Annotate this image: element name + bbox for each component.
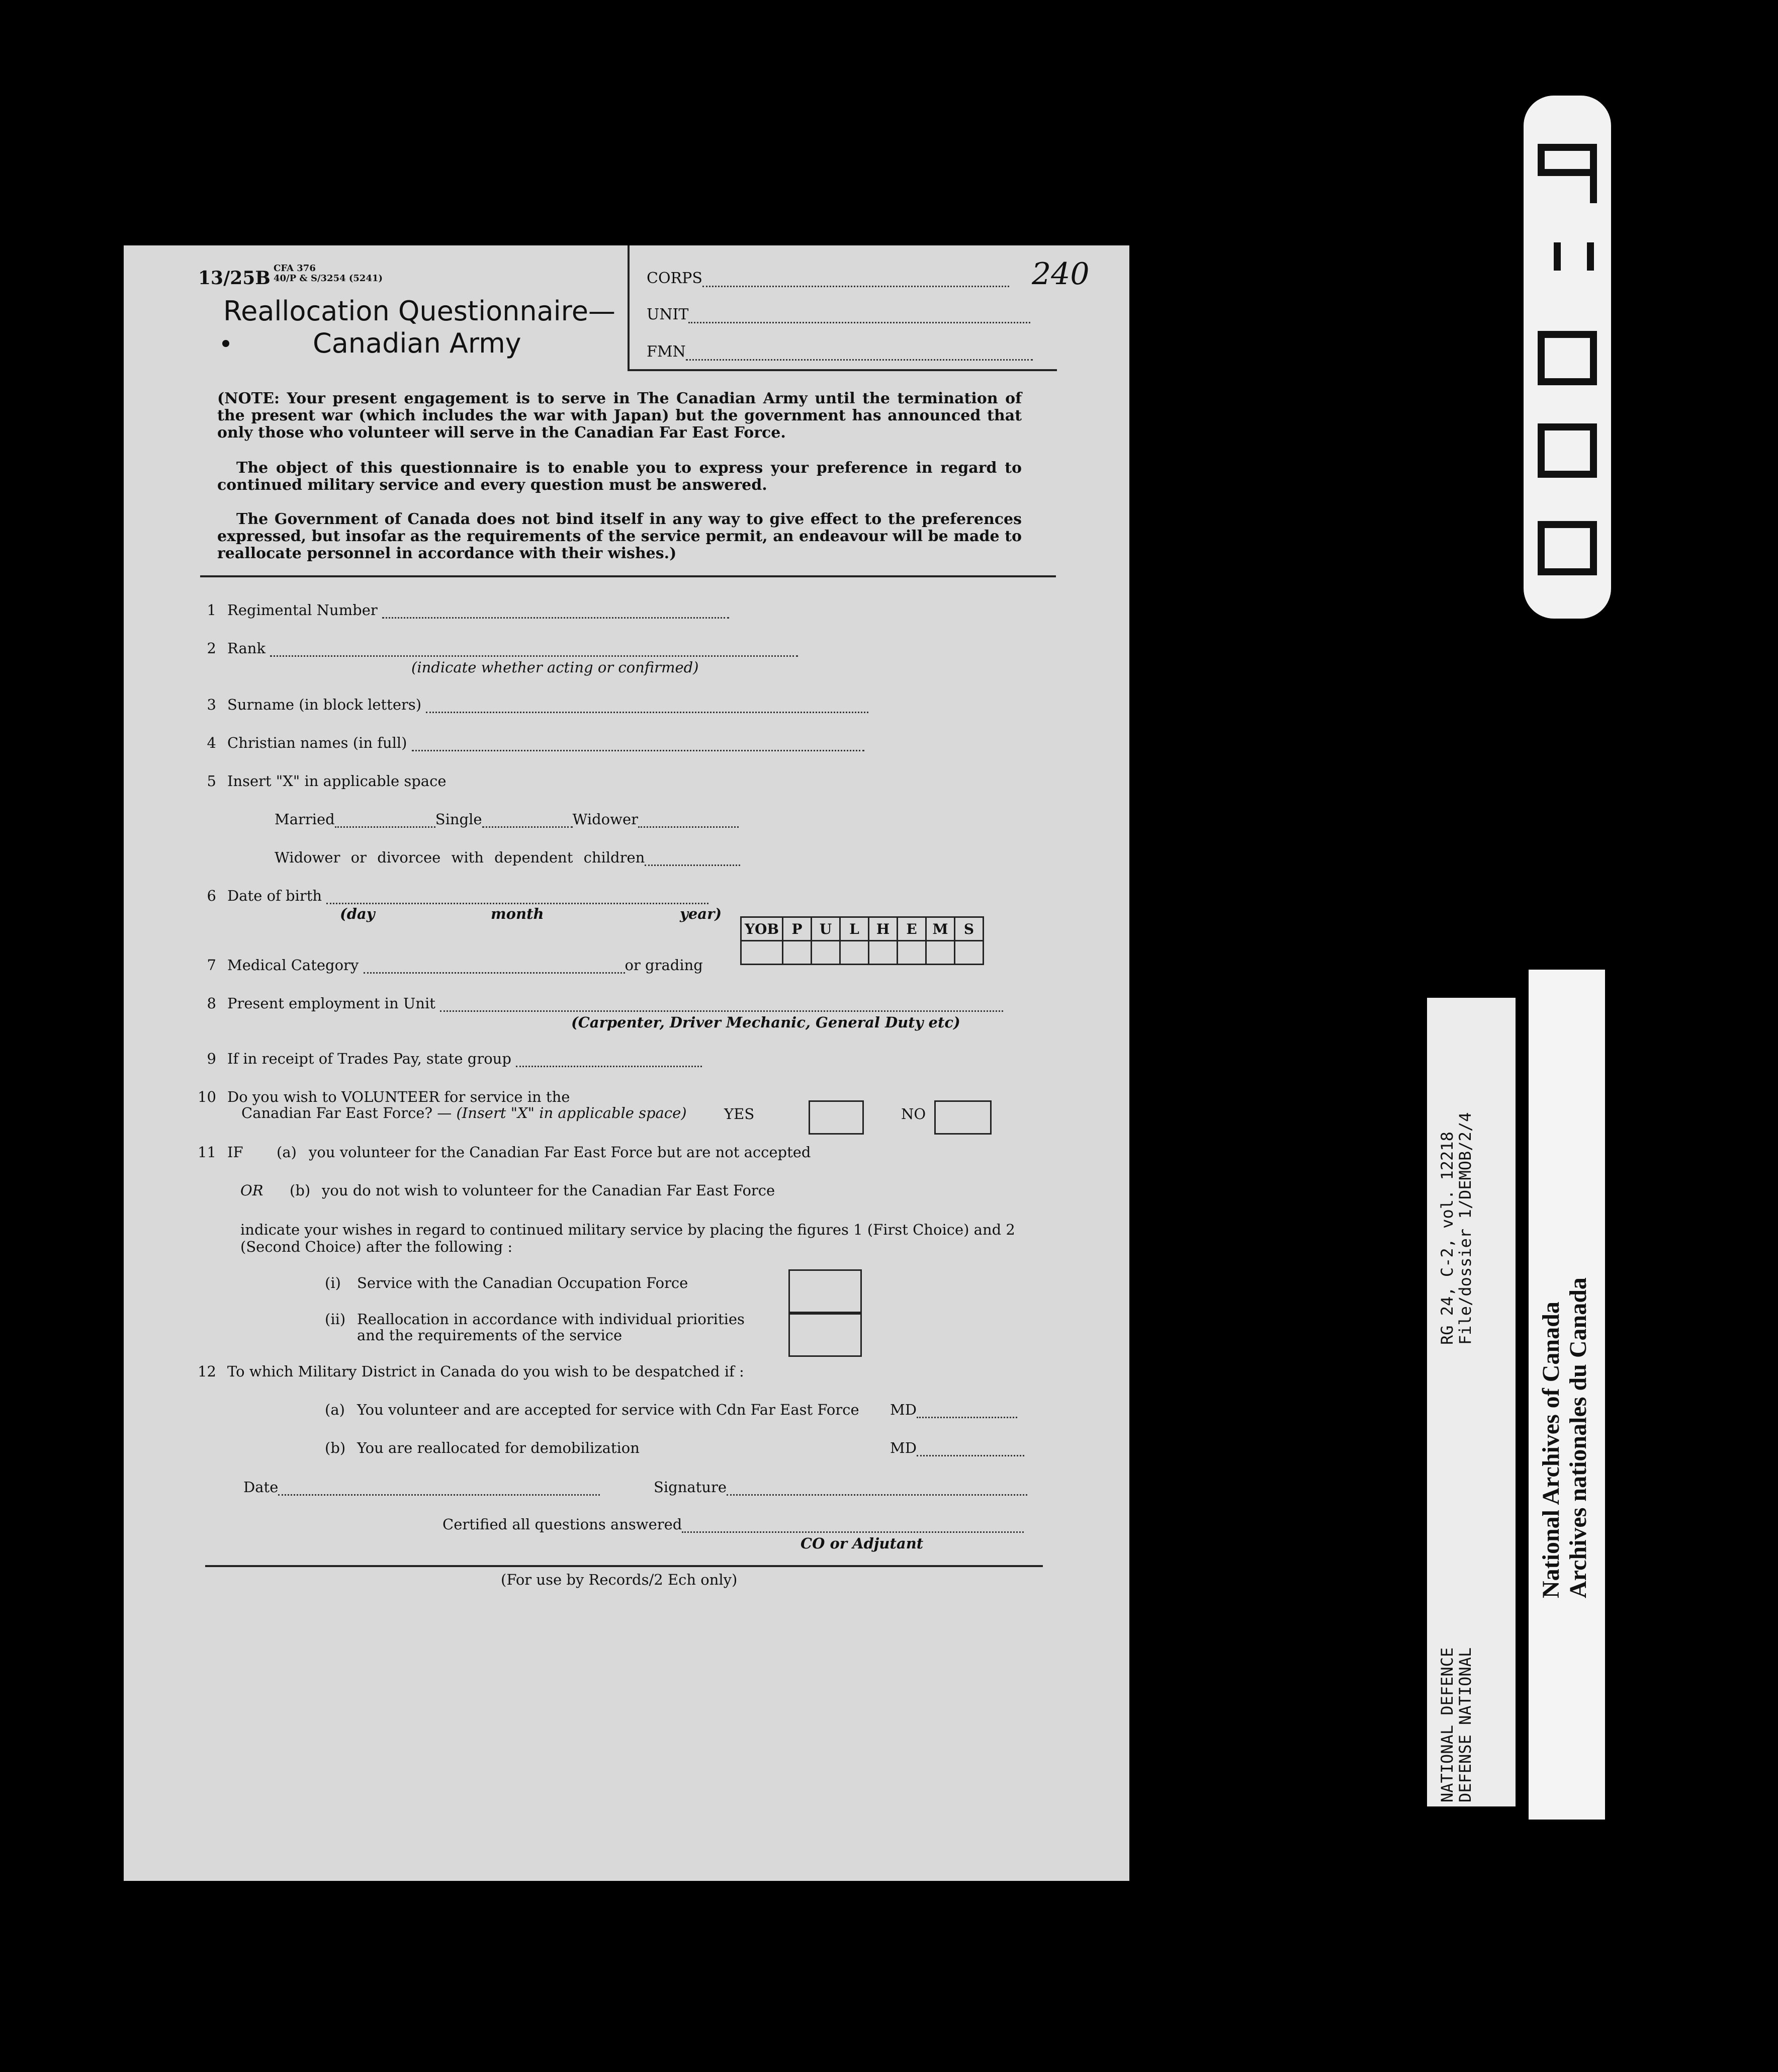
q8-hint: (Carpenter, Driver Mechanic, General Duty etc) — [571, 1014, 960, 1031]
widower-answer[interactable] — [638, 814, 739, 828]
married-answer[interactable] — [335, 814, 435, 828]
frame-label-fr: DEFENSE NATIONAL — [1456, 1647, 1475, 1802]
q12-a-md — [890, 1401, 1017, 1418]
no-label: NO — [901, 1105, 926, 1123]
or-grading-label: or grading — [625, 957, 703, 974]
corps-field[interactable] — [647, 270, 1034, 287]
q12-b-text: You are reallocated for demobilization — [357, 1439, 640, 1456]
yes-label: YES — [724, 1105, 755, 1123]
q1-label: Regimental Number — [227, 601, 378, 619]
records-note: (For use by Records/2 Ech only) — [501, 1571, 738, 1588]
dob-month: month — [491, 905, 544, 922]
signature-label: Signature — [654, 1479, 727, 1496]
widower-label: Widower — [572, 811, 638, 828]
question-2 — [194, 640, 798, 657]
date-answer[interactable] — [278, 1482, 600, 1496]
note-paragraph-2: The object of this questionnaire is to enable you to express your preference in regard to continued military service and every question must be answered. — [217, 459, 1022, 494]
question-9 — [194, 1050, 702, 1067]
question-8 — [194, 995, 1003, 1012]
option-i-text: Service with the Canadian Occupation Force — [357, 1274, 688, 1291]
q12-label: To which Military District in Canada do you wish to be despatched if : — [227, 1363, 744, 1380]
question-5 — [194, 772, 446, 790]
question-1 — [194, 601, 729, 619]
fmn-field[interactable] — [647, 343, 1034, 361]
option-i-tag: (i) — [325, 1274, 341, 1291]
q9-label: If in receipt of Trades Pay, state group — [227, 1050, 511, 1067]
widower-divorcee-answer[interactable] — [645, 852, 740, 866]
widower-divorcee-row — [275, 849, 740, 866]
co-adjutant-label: CO or Adjutant — [801, 1535, 924, 1552]
q2-hint: (indicate whether acting or confirmed) — [411, 659, 699, 676]
option-ii-text-a: Reallocation in accordance with individual priorities — [357, 1311, 745, 1328]
med-cell-s[interactable] — [955, 941, 984, 965]
q6-answer-line[interactable] — [326, 891, 708, 904]
q6-label: Date of birth — [227, 887, 322, 904]
q7-answer-line[interactable] — [364, 960, 625, 974]
form-title-2: Canadian Army — [313, 327, 521, 359]
yes-checkbox[interactable] — [809, 1100, 864, 1135]
certified-field — [442, 1516, 1024, 1533]
option-ii-tag: (ii) — [325, 1311, 346, 1328]
med-header-l: L — [840, 917, 869, 941]
form-code: 13/25B — [198, 268, 271, 289]
q4-answer-line[interactable] — [412, 738, 864, 751]
question-12 — [194, 1363, 744, 1380]
q12-b — [325, 1439, 640, 1456]
corps-label: CORPS — [647, 270, 702, 287]
q12-b-tag: (b) — [325, 1439, 346, 1456]
med-header-p: P — [783, 917, 812, 941]
q8-number: 8 — [207, 995, 216, 1012]
q11-a-text: you volunteer for the Canadian Far East Force but are not accepted — [309, 1144, 811, 1161]
certified-label: Certified all questions answered — [442, 1516, 682, 1533]
q11-instructions: indicate your wishes in regard to continued military service by placing the figures 1 (First Choice) and 2 (Second Choice) after the following : — [240, 1221, 1015, 1255]
questionnaire-sheet — [124, 245, 1129, 1881]
question-7 — [194, 957, 703, 974]
q12-a — [325, 1401, 859, 1418]
fmn-label: FMN — [647, 343, 686, 361]
med-header-e: E — [898, 917, 926, 941]
q12-a-tag: (a) — [325, 1401, 345, 1418]
q11-if: IF — [227, 1144, 243, 1161]
archive-ref-2: File/dossier 1/DEMOB/2/4 — [1456, 1112, 1475, 1345]
q3-label: Surname (in block letters) — [227, 696, 422, 713]
corps-box — [628, 245, 1090, 371]
archive-reference-label — [1427, 998, 1516, 1806]
frame-number-digits-graphic — [1524, 96, 1611, 619]
archive-ref-1: RG 24, C-2, vol. 12218 — [1438, 1132, 1457, 1345]
q2-number: 2 — [207, 640, 216, 657]
option-i-choice-box[interactable] — [788, 1269, 862, 1315]
date-field — [243, 1479, 600, 1496]
no-checkbox[interactable] — [934, 1100, 992, 1135]
q8-answer-line[interactable] — [440, 998, 1003, 1012]
medical-grading-table — [740, 916, 984, 965]
q6-number: 6 — [207, 887, 216, 904]
unit-label: UNIT — [647, 306, 689, 323]
handwritten-number: 240 — [1032, 256, 1090, 292]
certified-answer[interactable] — [682, 1519, 1024, 1533]
marital-status-row — [275, 811, 739, 828]
q12-number: 12 — [198, 1363, 216, 1380]
q7-number: 7 — [207, 957, 216, 974]
q9-number: 9 — [207, 1050, 216, 1067]
med-cell-h[interactable] — [869, 941, 898, 965]
question-10 — [194, 1088, 570, 1105]
md-answer-b[interactable] — [917, 1443, 1024, 1456]
q8-label: Present employment in Unit — [227, 995, 435, 1012]
q10-label-a: Do you wish to VOLUNTEER for service in the — [227, 1088, 570, 1105]
q3-answer-line[interactable] — [426, 700, 868, 713]
q11-a-tag: (a) — [277, 1144, 297, 1161]
q7-label: Medical Category — [227, 957, 359, 974]
md-label-a: MD — [890, 1401, 917, 1418]
question-11 — [194, 1144, 811, 1161]
nac-label — [1529, 970, 1605, 1820]
medical-header-row — [741, 917, 984, 941]
frame-number-strip — [1524, 96, 1611, 619]
question-3 — [194, 696, 868, 713]
option-ii-choice-box[interactable] — [788, 1312, 862, 1357]
form-title-1: Reallocation Questionnaire— — [223, 295, 615, 327]
note-paragraph-1: (NOTE: Your present engagement is to serve in The Canadian Army until the termination of the present war (which includes the war with Japan) but the government has announced that only those who volunteer will serve in the Canadian Far East Force. — [217, 390, 1022, 442]
q12-a-text: You volunteer and are accepted for service with Cdn Far East Force — [357, 1401, 859, 1418]
frame-label-en: NATIONAL DEFENCE — [1438, 1647, 1457, 1802]
dob-day: (day — [340, 905, 375, 922]
q3-number: 3 — [207, 696, 216, 713]
med-cell-e[interactable] — [898, 941, 926, 965]
q11-b-text: you do not wish to volunteer for the Canadian Far East Force — [322, 1182, 775, 1199]
q11-number: 11 — [198, 1144, 216, 1161]
q2-label: Rank — [227, 640, 266, 657]
q5-number: 5 — [207, 772, 216, 790]
med-header-s: S — [955, 917, 984, 941]
widower-divorcee-label: Widower or divorcee with dependent children — [275, 849, 645, 866]
med-cell-p[interactable] — [783, 941, 812, 965]
med-header-m: M — [926, 917, 955, 941]
med-cell-u[interactable] — [812, 941, 840, 965]
form-code-small-2: 40/P & S/3254 (5241) — [274, 273, 383, 284]
q10-hint: (Insert "X" in applicable space) — [456, 1104, 687, 1121]
q10-number: 10 — [198, 1088, 216, 1105]
q5-label: Insert "X" in applicable space — [227, 772, 447, 790]
signature-answer[interactable] — [727, 1482, 1027, 1496]
q12-b-md — [890, 1439, 1024, 1456]
q10-line-2 — [241, 1104, 687, 1121]
med-header-yob: YOB — [741, 917, 783, 941]
med-cell-m[interactable] — [926, 941, 955, 965]
option-ii — [325, 1311, 745, 1328]
married-label: Married — [275, 811, 335, 828]
q11-b-tag: (b) — [290, 1182, 311, 1199]
single-label: Single — [435, 811, 482, 828]
option-i — [325, 1274, 688, 1291]
med-header-u: U — [812, 917, 840, 941]
q4-label: Christian names (in full) — [227, 734, 407, 751]
nac-name-fr: Archives nationales du Canada — [1565, 1277, 1591, 1598]
option-ii-text-b: and the requirements of the service — [357, 1327, 623, 1344]
single-answer[interactable] — [482, 814, 573, 828]
q11-or: OR — [240, 1182, 263, 1199]
q9-answer-line[interactable] — [516, 1054, 702, 1067]
q4-number: 4 — [207, 734, 216, 751]
divider-bottom — [205, 1565, 1043, 1567]
q10-label-b: Canadian Far East Force? — — [241, 1104, 452, 1121]
md-answer-a[interactable] — [917, 1405, 1017, 1418]
nac-name-en: National Archives of Canada — [1538, 1302, 1564, 1598]
medical-value-row — [741, 941, 984, 965]
dob-year: year) — [680, 905, 722, 922]
question-4 — [194, 734, 864, 751]
med-header-h: H — [869, 917, 898, 941]
q1-answer-line[interactable] — [382, 605, 729, 619]
question-6 — [194, 887, 708, 904]
divider-top — [200, 575, 1056, 577]
note-paragraph-3: The Government of Canada does not bind itself in any way to give effect to the preferences expressed, but insofar as the requirements of the service permit, an endeavour will be made to reallocate personnel in accordance with their wishes.) — [217, 510, 1022, 562]
q2-answer-line[interactable] — [270, 643, 798, 657]
q1-number: 1 — [207, 601, 216, 619]
med-cell-l[interactable] — [840, 941, 869, 965]
med-cell-yob[interactable] — [741, 941, 783, 965]
date-label: Date — [243, 1479, 279, 1496]
unit-field[interactable] — [647, 306, 1034, 323]
form-code-small-1: CFA 376 — [274, 263, 316, 274]
bullet-mark — [222, 340, 229, 347]
signature-field — [654, 1479, 1027, 1496]
md-label-b: MD — [890, 1439, 917, 1456]
q11-or-row — [240, 1182, 775, 1199]
